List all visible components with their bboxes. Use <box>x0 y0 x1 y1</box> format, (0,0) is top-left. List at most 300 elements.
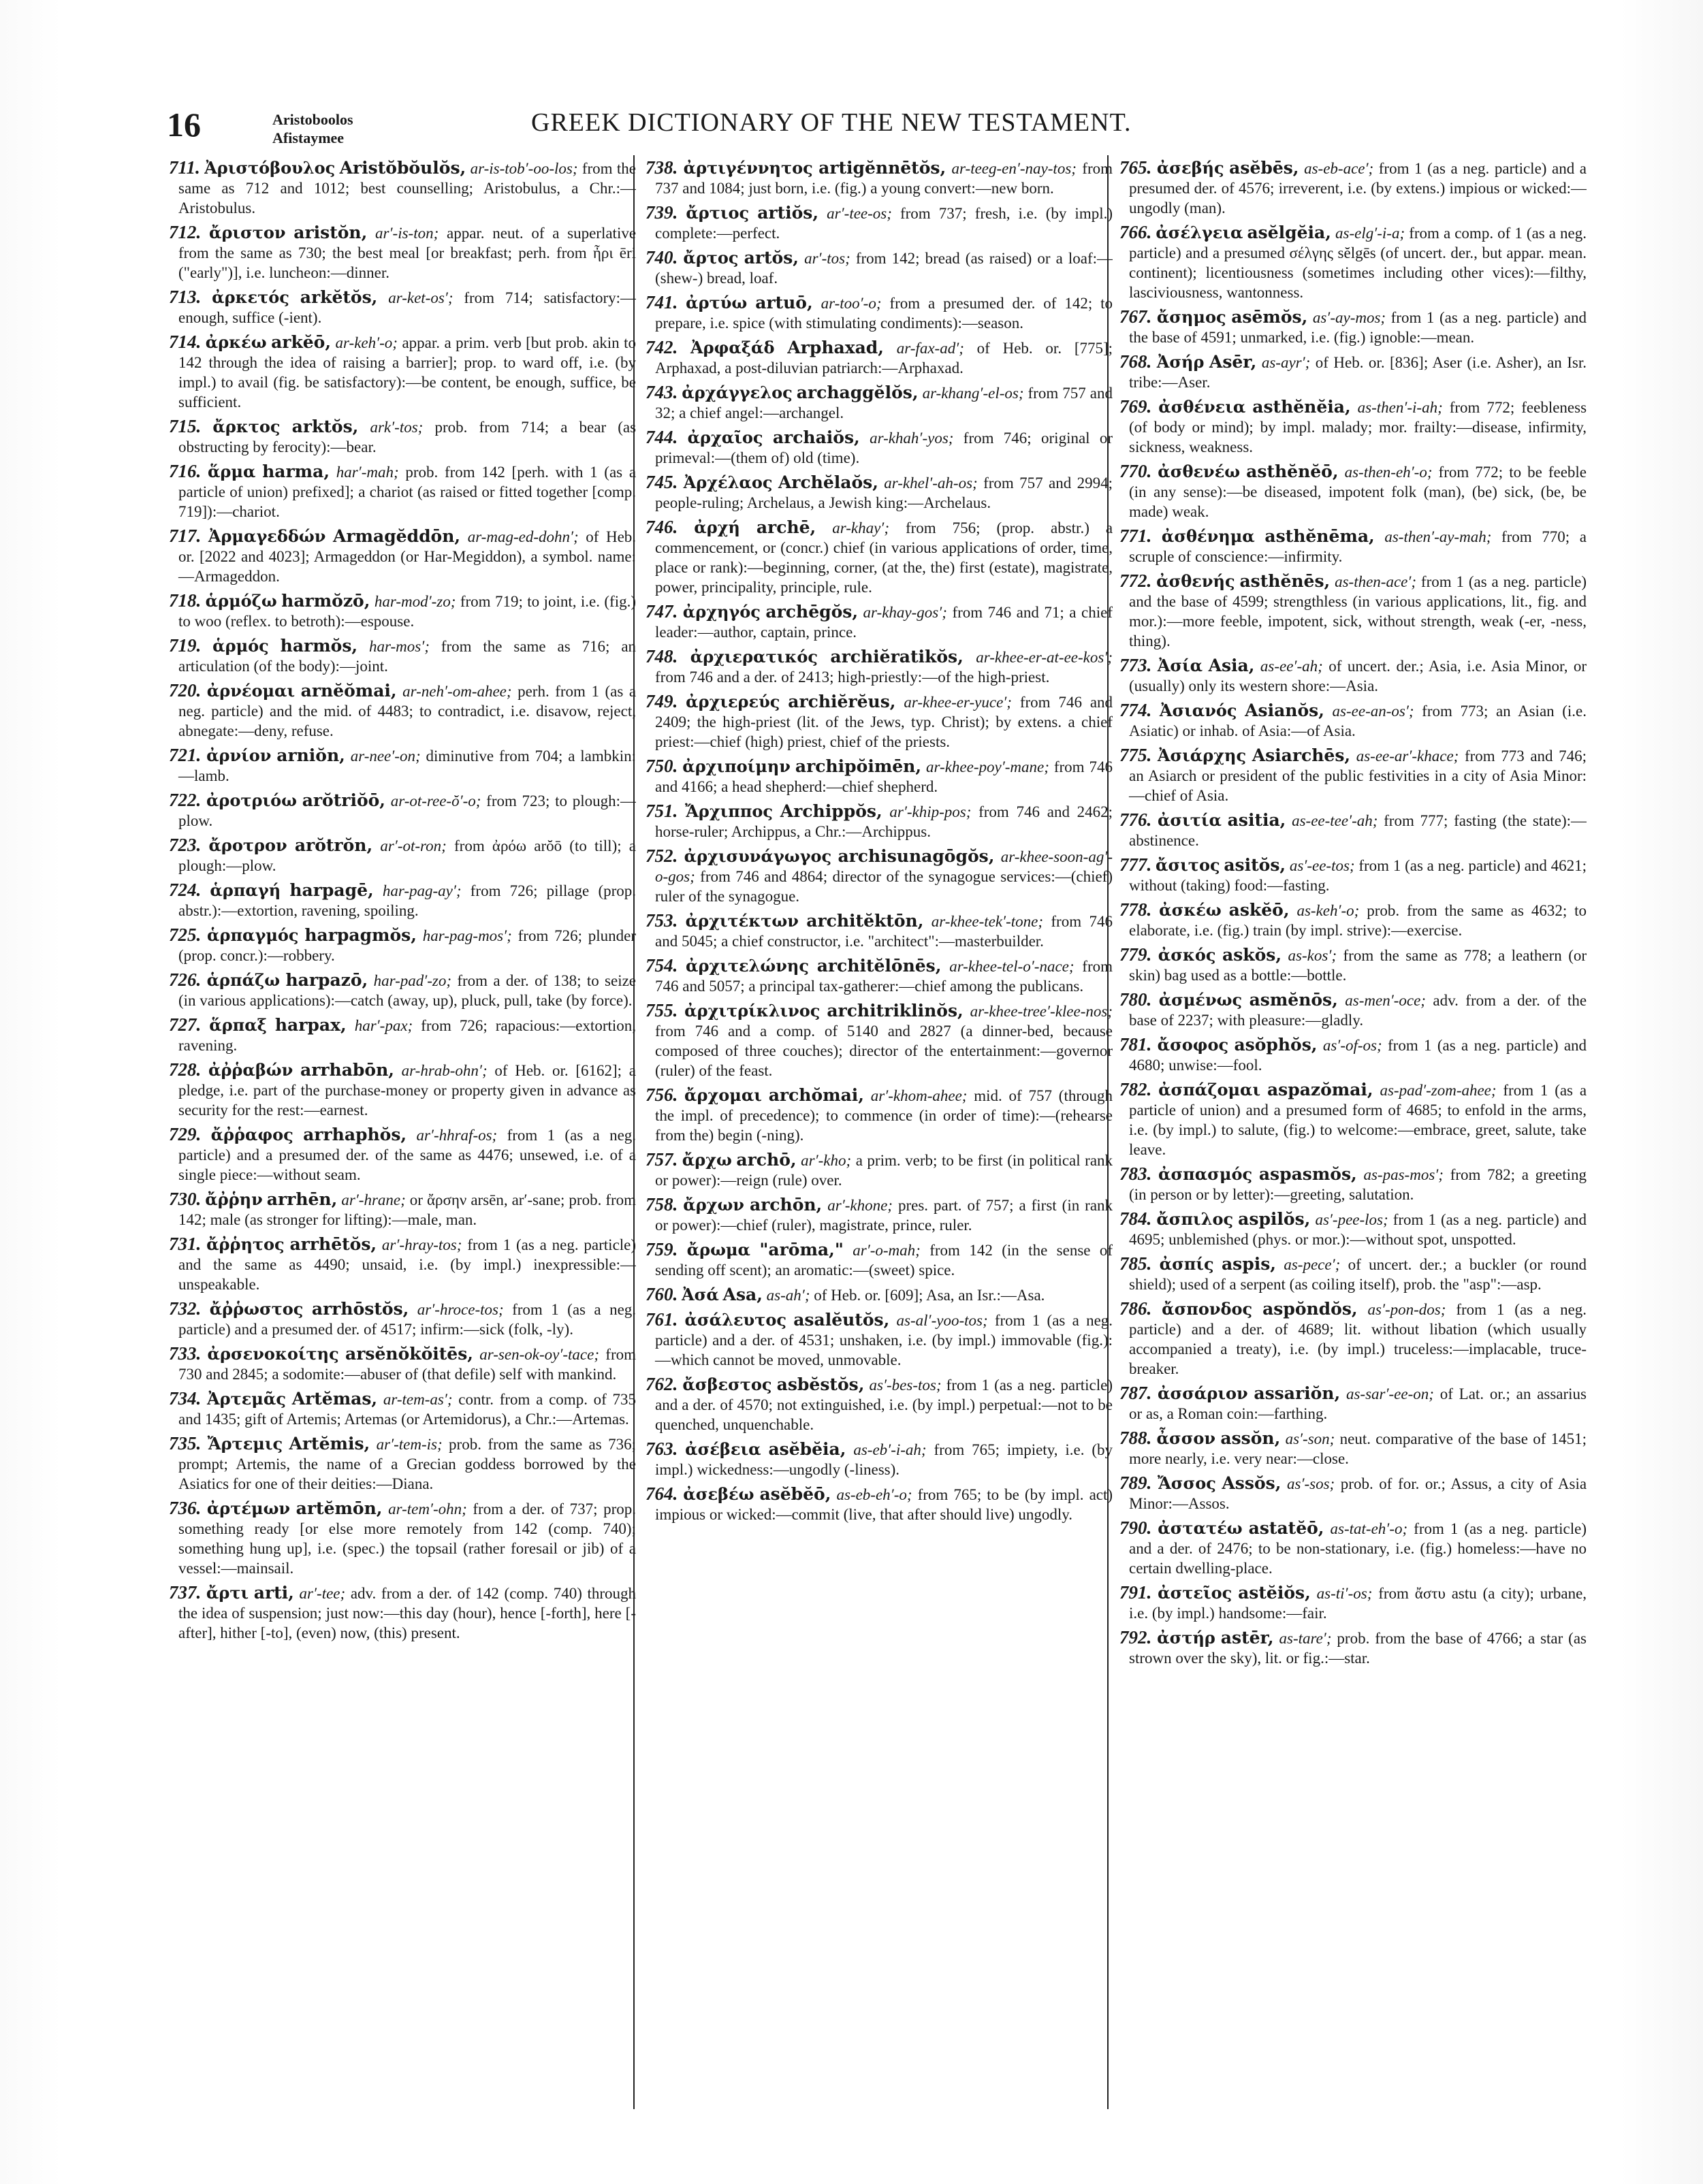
definition: from 782; a greeting (in person or by letter):—greeting, salutation. <box>1129 1166 1587 1203</box>
entry-number: 726. <box>169 969 202 990</box>
dictionary-entry <box>1119 701 1587 741</box>
greek-headword: Ἄσσος <box>1157 1473 1216 1493</box>
greek-headword: ἀσσάριον <box>1158 1383 1248 1403</box>
greek-headword: ἀσπασμός <box>1158 1164 1253 1184</box>
pronunciation: ar-khah′-yos; <box>870 430 954 447</box>
transliteration: harpax, <box>274 1015 347 1035</box>
definition: from 773 and 746; an Asiarch or president of the public festivities in a city of Asia Minor:—chief of Asia. <box>1129 748 1587 804</box>
greek-headword: ἀρνέομαι <box>206 681 296 701</box>
greek-headword: ἀστήρ <box>1157 1628 1215 1648</box>
transliteration: artigĕnnētŏs, <box>818 158 946 178</box>
definition: from 757 and 32; a chief angel:—archangel. <box>655 385 1113 421</box>
dictionary-entry <box>646 1240 1113 1280</box>
entry-number: 715. <box>169 416 202 436</box>
transliteration: asalĕutŏs, <box>793 1310 890 1330</box>
dictionary-entry <box>646 801 1113 841</box>
pronunciation: ar-teeg-en′-nay-tos; <box>951 160 1077 177</box>
entry-number: 711. <box>169 158 200 178</box>
transliteration: archō, <box>736 1150 797 1170</box>
definition: a prim. verb; to be first (in political rank or power):—reign (rule) over. <box>655 1152 1113 1189</box>
definition: or ἄρσην arsēn, ar′-sane; prob. from 142; male (as stronger for lifting):—male, man. <box>178 1191 636 1228</box>
transliteration: harmŏs, <box>280 636 358 656</box>
pronunciation: as′-of-os; <box>1322 1037 1382 1054</box>
greek-headword: ἀρτέμων <box>206 1498 291 1518</box>
entry-number: 778. <box>1119 899 1152 920</box>
definition: appar. neut. of a superlative from the same as 730; the best meal [or breakfast; perh. from ἦρι ēri ("early")], i.e. luncheon:—dinner. <box>178 225 636 281</box>
pronunciation: as-pad′-zom-ahee; <box>1380 1082 1497 1099</box>
pronunciation: ar-neh′-om-ahee; <box>402 683 512 700</box>
dictionary-entry <box>1119 1628 1587 1668</box>
pronunciation: ark′-tos; <box>370 419 424 436</box>
pronunciation: as′-ay-mos; <box>1312 309 1386 326</box>
entry-number: 719. <box>169 635 202 656</box>
definition: prob. from the same as 736; prompt; Artemis, the name of a Grecian goddess borrowed by the Asiatics for one of their deities:—Diana. <box>178 1436 636 1492</box>
dictionary-entry <box>1119 526 1587 566</box>
pronunciation: har-pag-mos′; <box>422 927 512 944</box>
dictionary-entry <box>646 383 1113 423</box>
entry-number: 769. <box>1119 396 1152 417</box>
pronunciation: ar′-o-mah; <box>853 1242 921 1259</box>
greek-headword: Ἄρτεμις <box>207 1434 283 1454</box>
entry-number: 775. <box>1119 745 1152 765</box>
pronunciation: har-mod′-zo; <box>374 593 456 610</box>
dictionary-entry <box>1119 745 1587 805</box>
pronunciation: ar′-hrane; <box>341 1191 406 1208</box>
dictionary-entry <box>169 1344 636 1384</box>
greek-headword: Ἀρχέλαος <box>683 472 773 492</box>
transliteration: architriklinŏs, <box>827 1001 964 1021</box>
pronunciation: as-sar′-ee-on; <box>1346 1385 1434 1402</box>
pronunciation: as-pece′; <box>1284 1256 1341 1273</box>
definition: of Lat. or.; an assarius or as, a Roman coin:—farthing. <box>1129 1385 1587 1422</box>
greek-headword: ἀρτύω <box>686 293 748 312</box>
dictionary-entry <box>1119 158 1587 218</box>
pronunciation: as-then′-ay-mah; <box>1384 528 1492 545</box>
dictionary-entry <box>646 158 1113 198</box>
entry-number: 749. <box>646 691 678 711</box>
pronunciation: ar-nee′-on; <box>350 748 421 765</box>
entry-number: 731. <box>169 1234 202 1254</box>
transliteration: aspilŏs, <box>1238 1209 1311 1229</box>
definition: from 746 and 71; a chief leader:—author, captain, prince. <box>655 604 1113 641</box>
transliteration: Artĕmis, <box>289 1434 370 1454</box>
definition: from a comp. of 1 (as a neg. particle) and a presumed σέλγης sĕlgēs (of uncert. der., but appar. mean. continent); licentiousness (sometimes including other vices):—filthy, lasciviousness, wantonness. <box>1129 225 1587 301</box>
transliteration: arktŏs, <box>291 417 359 436</box>
greek-headword: ἀρχηγός <box>682 602 761 622</box>
definition: from 726; pillage (prop. abstr.):—extortion, ravening, spoiling. <box>178 882 636 919</box>
pronunciation: har-mos′; <box>369 638 430 655</box>
entry-number: 724. <box>169 880 202 900</box>
definition: from 746 and a comp. of 5140 and 2827 (a dinner-bed, because composed of three couches); director of the entertainment:—governor (ruler) of the feast. <box>655 1023 1113 1079</box>
pronunciation: ar-khee-poy′-mane; <box>926 758 1049 775</box>
entry-number: 792. <box>1119 1627 1152 1648</box>
entry-number: 718. <box>169 590 202 611</box>
dictionary-entry <box>646 472 1113 513</box>
dictionary-entry <box>646 647 1113 687</box>
transliteration: Asēr, <box>1209 352 1257 372</box>
definition: from 142; bread (as raised) or a loaf:—(shew-) bread, loaf. <box>655 250 1113 287</box>
dictionary-entry <box>1119 571 1587 651</box>
entry-number: 747. <box>646 601 678 622</box>
transliteration: archipŏimēn, <box>795 756 922 776</box>
entry-number: 754. <box>646 955 678 976</box>
dictionary-entry <box>169 1125 636 1185</box>
entry-number: 787. <box>1119 1383 1152 1403</box>
definition: from 726; rapacious:—extortion, ravening. <box>178 1017 636 1054</box>
definition: contr. from a comp. of 735 and 1435; gift of Artemis; Artemas (or Artemidorus), a Chr.:—Artemas. <box>178 1391 636 1428</box>
transliteration: asthĕnĕia, <box>1252 397 1351 417</box>
greek-headword: ἀστατέω <box>1158 1518 1243 1538</box>
dictionary-entry <box>646 1375 1113 1434</box>
greek-headword: ἁρμόζω <box>205 591 277 611</box>
entry-number: 765. <box>1119 158 1152 178</box>
entry-number: 751. <box>646 801 678 821</box>
definition: from a presumed der. of 142; to prepare, i.e. spice (with stimulating condiments):—season. <box>655 295 1113 332</box>
greek-headword: ἄρκτος <box>212 417 281 436</box>
entry-number: 785. <box>1119 1253 1152 1274</box>
pronunciation: har-pag-ay′; <box>382 882 462 899</box>
greek-headword: ἄρτος <box>683 248 739 268</box>
entry-number: 780. <box>1119 989 1152 1010</box>
definition: from 746 and 4864; director of the synagogue services:—(chief) ruler of the synagogue. <box>655 868 1113 905</box>
definition: from the same as 712 and 1012; best counselling; Aristobulus, a Chr.:—Aristobulus. <box>178 160 636 216</box>
pronunciation: as-pas-mos′; <box>1363 1166 1444 1183</box>
definition: prob. of for. or.; Assus, a city of Asia Minor:—Assos. <box>1129 1475 1587 1512</box>
pronunciation: as-ee-ar′-khace; <box>1356 748 1459 765</box>
greek-headword: ἀρχιτελώνης <box>685 956 809 976</box>
definition: from 1 (as a neg. particle) and a der. of 4531; unshaken, i.e. (by impl.) immovable (fig.):—which cannot be moved, unmovable. <box>655 1312 1113 1368</box>
definition: from 1 (as a neg. particle) and a der. of 4689; lit. without libation (which usually accompanied a treaty), i.e. (by impl.) truceless:—implacable, truce-breaker. <box>1129 1301 1587 1377</box>
pronunciation: as-ee-tee′-ah; <box>1292 812 1378 829</box>
definition: appar. a prim. verb [but prob. akin to 142 through the idea of raising a barrier]; prop. to ward off, i.e. (by impl.) to avail (fig. be satisfactory):—be content, be enough, suffice, be sufficient. <box>178 334 636 411</box>
pronunciation: ar-hrab-ohn′; <box>401 1062 488 1079</box>
entry-number: 732. <box>169 1298 202 1319</box>
pronunciation: as-then-ace′; <box>1335 573 1417 590</box>
transliteration: asitia, <box>1227 810 1286 830</box>
greek-headword: ἀρχαῖος <box>687 428 763 447</box>
definition: from ἄστυ astu (a city); urbane, i.e. (by impl.) handsome:—fair. <box>1129 1585 1587 1622</box>
entry-number: 729. <box>169 1124 202 1144</box>
entry-number: 763. <box>646 1439 678 1459</box>
pronunciation: ar-khee-tel-o′-nace; <box>949 958 1075 975</box>
greek-headword: ἀρχιερεύς <box>686 692 780 711</box>
definition: from 1 (as a neg. particle) and a presumed der. of 4517; infirm:—sick (folk, -ly). <box>178 1301 636 1338</box>
pronunciation: as′-pon-dos; <box>1367 1301 1446 1318</box>
entry-number: 713. <box>169 287 202 307</box>
entry-number: 771. <box>1119 526 1152 546</box>
transliteration: aspis, <box>1221 1254 1276 1274</box>
transliteration: arrhabōn, <box>300 1060 394 1080</box>
dictionary-entry <box>169 1234 636 1294</box>
pronunciation: as-then-eh′-o; <box>1344 464 1433 481</box>
entry-number: 779. <box>1119 944 1152 965</box>
dictionary-entry <box>1119 1383 1587 1424</box>
transliteration: arkĕō, <box>271 332 332 352</box>
dictionary-entry <box>1119 656 1587 696</box>
greek-headword: ἀσιτία <box>1157 810 1222 830</box>
dictionary-entry <box>646 1001 1113 1080</box>
entry-number: 714. <box>169 332 202 352</box>
definition: from 757 and 2994; people-ruling; Archelaus, a Jewish king:—Archelaus. <box>655 475 1113 511</box>
guide-word-last: Afistaymee <box>272 129 345 146</box>
pronunciation: ar′-hroce-tos; <box>417 1301 504 1318</box>
pronunciation: ar-khay-gos′; <box>863 604 947 621</box>
entry-number: 758. <box>646 1194 678 1215</box>
entry-number: 722. <box>169 790 202 810</box>
transliteration: asitŏs, <box>1224 855 1286 875</box>
entry-number: 782. <box>1119 1079 1152 1099</box>
pronunciation: ar-tem-as′; <box>383 1391 453 1408</box>
dictionary-entry <box>169 1015 636 1055</box>
transliteration: asĕbĕia, <box>768 1439 846 1459</box>
pronunciation: ar-khang′-el-os; <box>922 385 1024 402</box>
definition: from the same as 778; a leathern (or skin) bag used as a bottle:—bottle. <box>1129 947 1587 984</box>
transliteration: arti, <box>253 1583 294 1603</box>
dictionary-entry <box>1119 855 1587 895</box>
column-3 <box>1119 158 1587 2112</box>
transliteration: asthĕnĕō, <box>1246 462 1339 481</box>
definition: from 1 (as a neg. particle) and a presumed der. of 4576; irreverent, i.e. (by extens.) impious or wicked:—ungodly (man). <box>1129 160 1587 216</box>
dictionary-entry <box>169 790 636 831</box>
transliteration: aspasmŏs, <box>1258 1164 1357 1184</box>
dictionary-entry <box>1119 1428 1587 1468</box>
definition: from 737; fresh, i.e. (by impl.) complete:—perfect. <box>655 205 1113 242</box>
greek-headword: ἀσκός <box>1158 945 1216 965</box>
pronunciation: ar-khel′-ah-os; <box>884 475 978 492</box>
greek-headword: ἀσάλευτος <box>684 1310 786 1330</box>
pronunciation: as-keh′-o; <box>1296 902 1360 919</box>
definition: of Heb. or. [6162]; a pledge, i.e. part of the purchase-money or property given in advance as security for the rest:—earnest. <box>178 1062 636 1119</box>
definition: adv. from a der. of the base of 2237; with pleasure:—gladly. <box>1129 992 1587 1029</box>
greek-headword: ἀρνίον <box>206 745 272 765</box>
definition: from 1 (as a neg. particle) and the base of 4599; strengthless (in various applications, lit., fig. and mor.):—more feeble, impotent, sick, without strength, weak (-er, -ness, thing). <box>1129 573 1587 649</box>
entry-number: 727. <box>169 1014 202 1035</box>
dictionary-entry <box>169 1189 636 1230</box>
transliteration: asĕbēs, <box>1229 158 1299 178</box>
pronunciation: as′-pee-los; <box>1315 1211 1388 1228</box>
dictionary-entry <box>1119 397 1587 457</box>
pronunciation: as-ti′-os; <box>1316 1585 1373 1602</box>
transliteration: arniŏn, <box>276 745 345 765</box>
entry-number: 717. <box>169 526 202 546</box>
transliteration: architĕlōnēs, <box>816 956 942 976</box>
pronunciation: as-tat-eh′-o; <box>1330 1520 1408 1537</box>
dictionary-entry <box>169 835 636 876</box>
dictionary-entry <box>169 1434 636 1494</box>
greek-headword: ἄσβεστος <box>682 1375 772 1394</box>
pronunciation: ar-too′-o; <box>821 295 882 312</box>
entry-number: 739. <box>646 202 678 223</box>
entry-number: 746. <box>646 517 678 537</box>
pronunciation: ar-fax-ad′; <box>896 340 964 357</box>
definition: from 765; impiety, i.e. (by impl.) wickedness:—ungodly (-liness). <box>655 1441 1113 1478</box>
dictionary-entry <box>169 636 636 676</box>
dictionary-entry <box>646 1195 1113 1235</box>
guide-word-first: Aristoboolos <box>272 111 353 128</box>
transliteration: aspŏndŏs, <box>1262 1299 1358 1319</box>
transliteration: archōn, <box>749 1195 823 1215</box>
pronunciation: as-ee′-ah; <box>1260 658 1323 675</box>
entry-number: 760. <box>646 1284 678 1304</box>
entry-number: 728. <box>169 1059 202 1080</box>
entry-number: 712. <box>169 222 202 242</box>
dictionary-entry <box>169 462 636 521</box>
dictionary-entry <box>646 1150 1113 1190</box>
pronunciation: as-ee-an-os′; <box>1332 703 1414 720</box>
entry-number: 748. <box>646 646 678 667</box>
greek-headword: ἀσκέω <box>1159 900 1222 920</box>
greek-headword: ἄῤῥην <box>205 1189 263 1209</box>
pronunciation: ar-mag-ed-dohn′; <box>467 528 579 545</box>
dictionary-entry <box>169 1498 636 1578</box>
pronunciation: ar-sen-ok-oy′-tace; <box>479 1346 599 1363</box>
transliteration: astĕiŏs, <box>1238 1583 1311 1603</box>
dictionary-entry <box>646 1085 1113 1145</box>
entry-number: 759. <box>646 1239 678 1259</box>
definition: from 770; a scruple of conscience:—infirmity. <box>1129 528 1587 565</box>
definition: from 1 (as a neg. particle) and a der. of 4570; not extinguished, i.e. (by impl.) perpetual:—not to be quenched, unquenchable. <box>655 1377 1113 1433</box>
pronunciation: as-eb-eh′-o; <box>836 1486 912 1503</box>
dictionary-entry <box>169 970 636 1010</box>
dictionary-entry <box>169 1389 636 1429</box>
greek-headword: ἀσμένως <box>1158 990 1243 1010</box>
transliteration: Archippŏs, <box>780 801 882 821</box>
greek-headword: ἀρχιτρίκλινος <box>684 1001 821 1021</box>
pronunciation: as-ayr′; <box>1261 354 1311 371</box>
pronunciation: ar′-is-ton; <box>375 225 439 242</box>
definition: from 746 and 2462; horse-ruler; Archippus, a Chr.:—Archippus. <box>655 803 1113 840</box>
greek-headword: ἀσεβέω <box>683 1484 754 1504</box>
entry-number: 773. <box>1119 655 1152 675</box>
greek-headword: ἄρωμα <box>686 1240 750 1259</box>
dictionary-entry <box>1119 990 1587 1030</box>
greek-headword: ἀσεβής <box>1156 158 1224 178</box>
transliteration: archŏmai, <box>768 1085 864 1105</box>
definition: prob. from the base of 4766; a star (as strown over the sky), lit. or fig.:—star. <box>1129 1630 1587 1667</box>
definition: prob. from the same as 4632; to elaborate, i.e. (fig.) train (by impl. strive):—exercise. <box>1129 902 1587 939</box>
transliteration: aspazŏmai, <box>1267 1080 1373 1099</box>
greek-headword: Ἀρμαγεδδών <box>208 526 326 546</box>
greek-headword: ἄσιτος <box>1156 855 1220 875</box>
transliteration: archisunagōgŏs, <box>838 846 995 866</box>
pronunciation: as′-ee-tos; <box>1289 857 1355 874</box>
greek-headword: ἄρχων <box>683 1195 744 1215</box>
definition: of uncert. der.; a buckler (or round shield); used of a serpent (as coiling itself), prob. the "asp":—asp. <box>1129 1256 1587 1293</box>
entry-number: 743. <box>646 382 678 402</box>
definition: from 1 (as a neg. particle) and 4680; unwise:—fool. <box>1129 1037 1587 1074</box>
entry-number: 734. <box>169 1388 202 1409</box>
transliteration: architĕktōn, <box>806 911 924 931</box>
transliteration: archiĕratikŏs, <box>830 647 964 667</box>
definition: neut. comparative of the base of 1451; more nearly, i.e. very near:—close. <box>1129 1430 1587 1467</box>
pronunciation: ar-is-tob′-oo-los; <box>470 160 578 177</box>
pronunciation: ar′-khom-ahee; <box>870 1087 968 1104</box>
greek-headword: ἄῤῥητος <box>206 1234 285 1254</box>
definition: from 777; fasting (the state):—abstinence. <box>1129 812 1587 849</box>
running-title: GREEK DICTIONARY OF THE NEW TESTAMENT. <box>531 108 1132 137</box>
transliteration: aristŏn, <box>293 223 368 242</box>
greek-headword: ἀρκετός <box>212 287 289 307</box>
dictionary-entry <box>1119 1518 1587 1578</box>
transliteration: arnĕŏmai, <box>300 681 397 701</box>
definition: of Heb. or. [836]; Aser (i.e. Asher), an Isr. tribe:—Aser. <box>1129 354 1587 391</box>
dictionary-entry <box>646 293 1113 333</box>
greek-headword: Ἀσία <box>1157 656 1203 675</box>
entry-number: 752. <box>646 846 678 866</box>
definition: of Heb. or. [775]; Arphaxad, a post-diluvian patriarch:—Arphaxad. <box>655 340 1113 376</box>
definition: from 746 and 5057; a principal tax-gatherer:—chief among the publicans. <box>655 958 1113 995</box>
entry-number: 745. <box>646 472 678 492</box>
pronunciation: ar′-hray-tos; <box>381 1236 462 1253</box>
greek-headword: ἀσέλγεια <box>1156 223 1243 242</box>
dictionary-entry <box>646 517 1113 597</box>
definition: from 1 (as a neg. particle) and a presumed der. of the same as 4476; unsewed, i.e. of a single piece:—without seam. <box>178 1127 636 1183</box>
dictionary-entry <box>646 911 1113 951</box>
pronunciation: ar′-ot-ron; <box>380 837 447 854</box>
transliteration: artĕmōn, <box>296 1498 383 1518</box>
definition: from 1 (as a neg. particle) and the same as 4490; unsaid, i.e. (by impl.) inexpressible:—unspeakable. <box>178 1236 636 1293</box>
greek-headword: ἄρχομαι <box>684 1085 762 1105</box>
dictionary-entry <box>1119 1080 1587 1159</box>
dictionary-entry <box>646 1310 1113 1370</box>
transliteration: artuō, <box>755 293 813 312</box>
pronunciation: as-elg′-i-a; <box>1335 225 1405 242</box>
entry-number: 766. <box>1119 222 1152 242</box>
greek-headword: ἀστεῖος <box>1158 1583 1232 1603</box>
dictionary-entry <box>1119 1583 1587 1623</box>
pronunciation: as-kos′; <box>1288 947 1337 964</box>
greek-headword: ἄσπιλος <box>1156 1209 1234 1229</box>
transliteration: archaiŏs, <box>772 428 860 447</box>
dictionary-entry <box>1119 1473 1587 1513</box>
definition: from a der. of 737; prop. something ready [or else more remotely from 142 (comp. 740); something hung up], i.e. (spec.) the topsail (rather foresail or jib) of a vessel:—mainsail. <box>178 1500 636 1577</box>
definition: from 746 and 2409; the high-priest (lit. of the Jews, typ. Christ); by extens. a chief priest:—chief (high) priest, chief of the priests. <box>655 694 1113 750</box>
definition: pres. part. of 757; a first (in rank or power):—chief (ruler), magistrate, prince, ruler. <box>655 1197 1113 1234</box>
pronunciation: ar-khee-er-yuce′; <box>904 694 1012 711</box>
dictionary-entry <box>646 428 1113 468</box>
definition: from 1 (as a neg. particle) and 4621; without (taking) food:—fasting. <box>1129 857 1587 894</box>
entry-number: 744. <box>646 427 678 447</box>
greek-headword: ἄρτι <box>206 1583 249 1603</box>
transliteration: arsĕnŏkŏitēs, <box>345 1344 473 1364</box>
greek-headword: ἄῤῥωστος <box>209 1299 304 1319</box>
definition: from 746; original or primeval:—(them of) old (time). <box>655 430 1113 466</box>
transliteration: Arphaxad, <box>787 338 884 357</box>
pronunciation: as-men′-oce; <box>1345 992 1426 1009</box>
entry-number: 784. <box>1119 1208 1152 1229</box>
pronunciation: har′-pax; <box>354 1017 413 1034</box>
pronunciation: ar-keh′-o; <box>335 334 398 351</box>
transliteration: Asianŏs, <box>1245 701 1324 720</box>
dictionary-entry <box>646 846 1113 906</box>
greek-headword: ἀσθένεια <box>1158 397 1246 417</box>
pronunciation: as-eb′-i-ah; <box>853 1441 927 1458</box>
definition: from ἀρόω arŏō (to till); a plough:—plow. <box>178 837 636 874</box>
dictionary-entry <box>169 287 636 327</box>
entry-number: 756. <box>646 1085 678 1105</box>
transliteration: asbĕstŏs, <box>776 1375 865 1394</box>
transliteration: harpagē, <box>289 880 374 900</box>
dictionary-entry <box>1119 307 1587 347</box>
entry-number: 768. <box>1119 351 1152 372</box>
transliteration: Assŏs, <box>1222 1473 1282 1493</box>
entry-number: 735. <box>169 1433 202 1454</box>
definition: from 723; to plough:—plow. <box>178 792 636 829</box>
transliteration: asĕbĕō, <box>759 1484 831 1504</box>
transliteration: arŏtrŏn, <box>294 835 373 855</box>
greek-headword: ἀρχάγγελος <box>682 383 793 402</box>
transliteration: asthĕnēma, <box>1264 526 1375 546</box>
